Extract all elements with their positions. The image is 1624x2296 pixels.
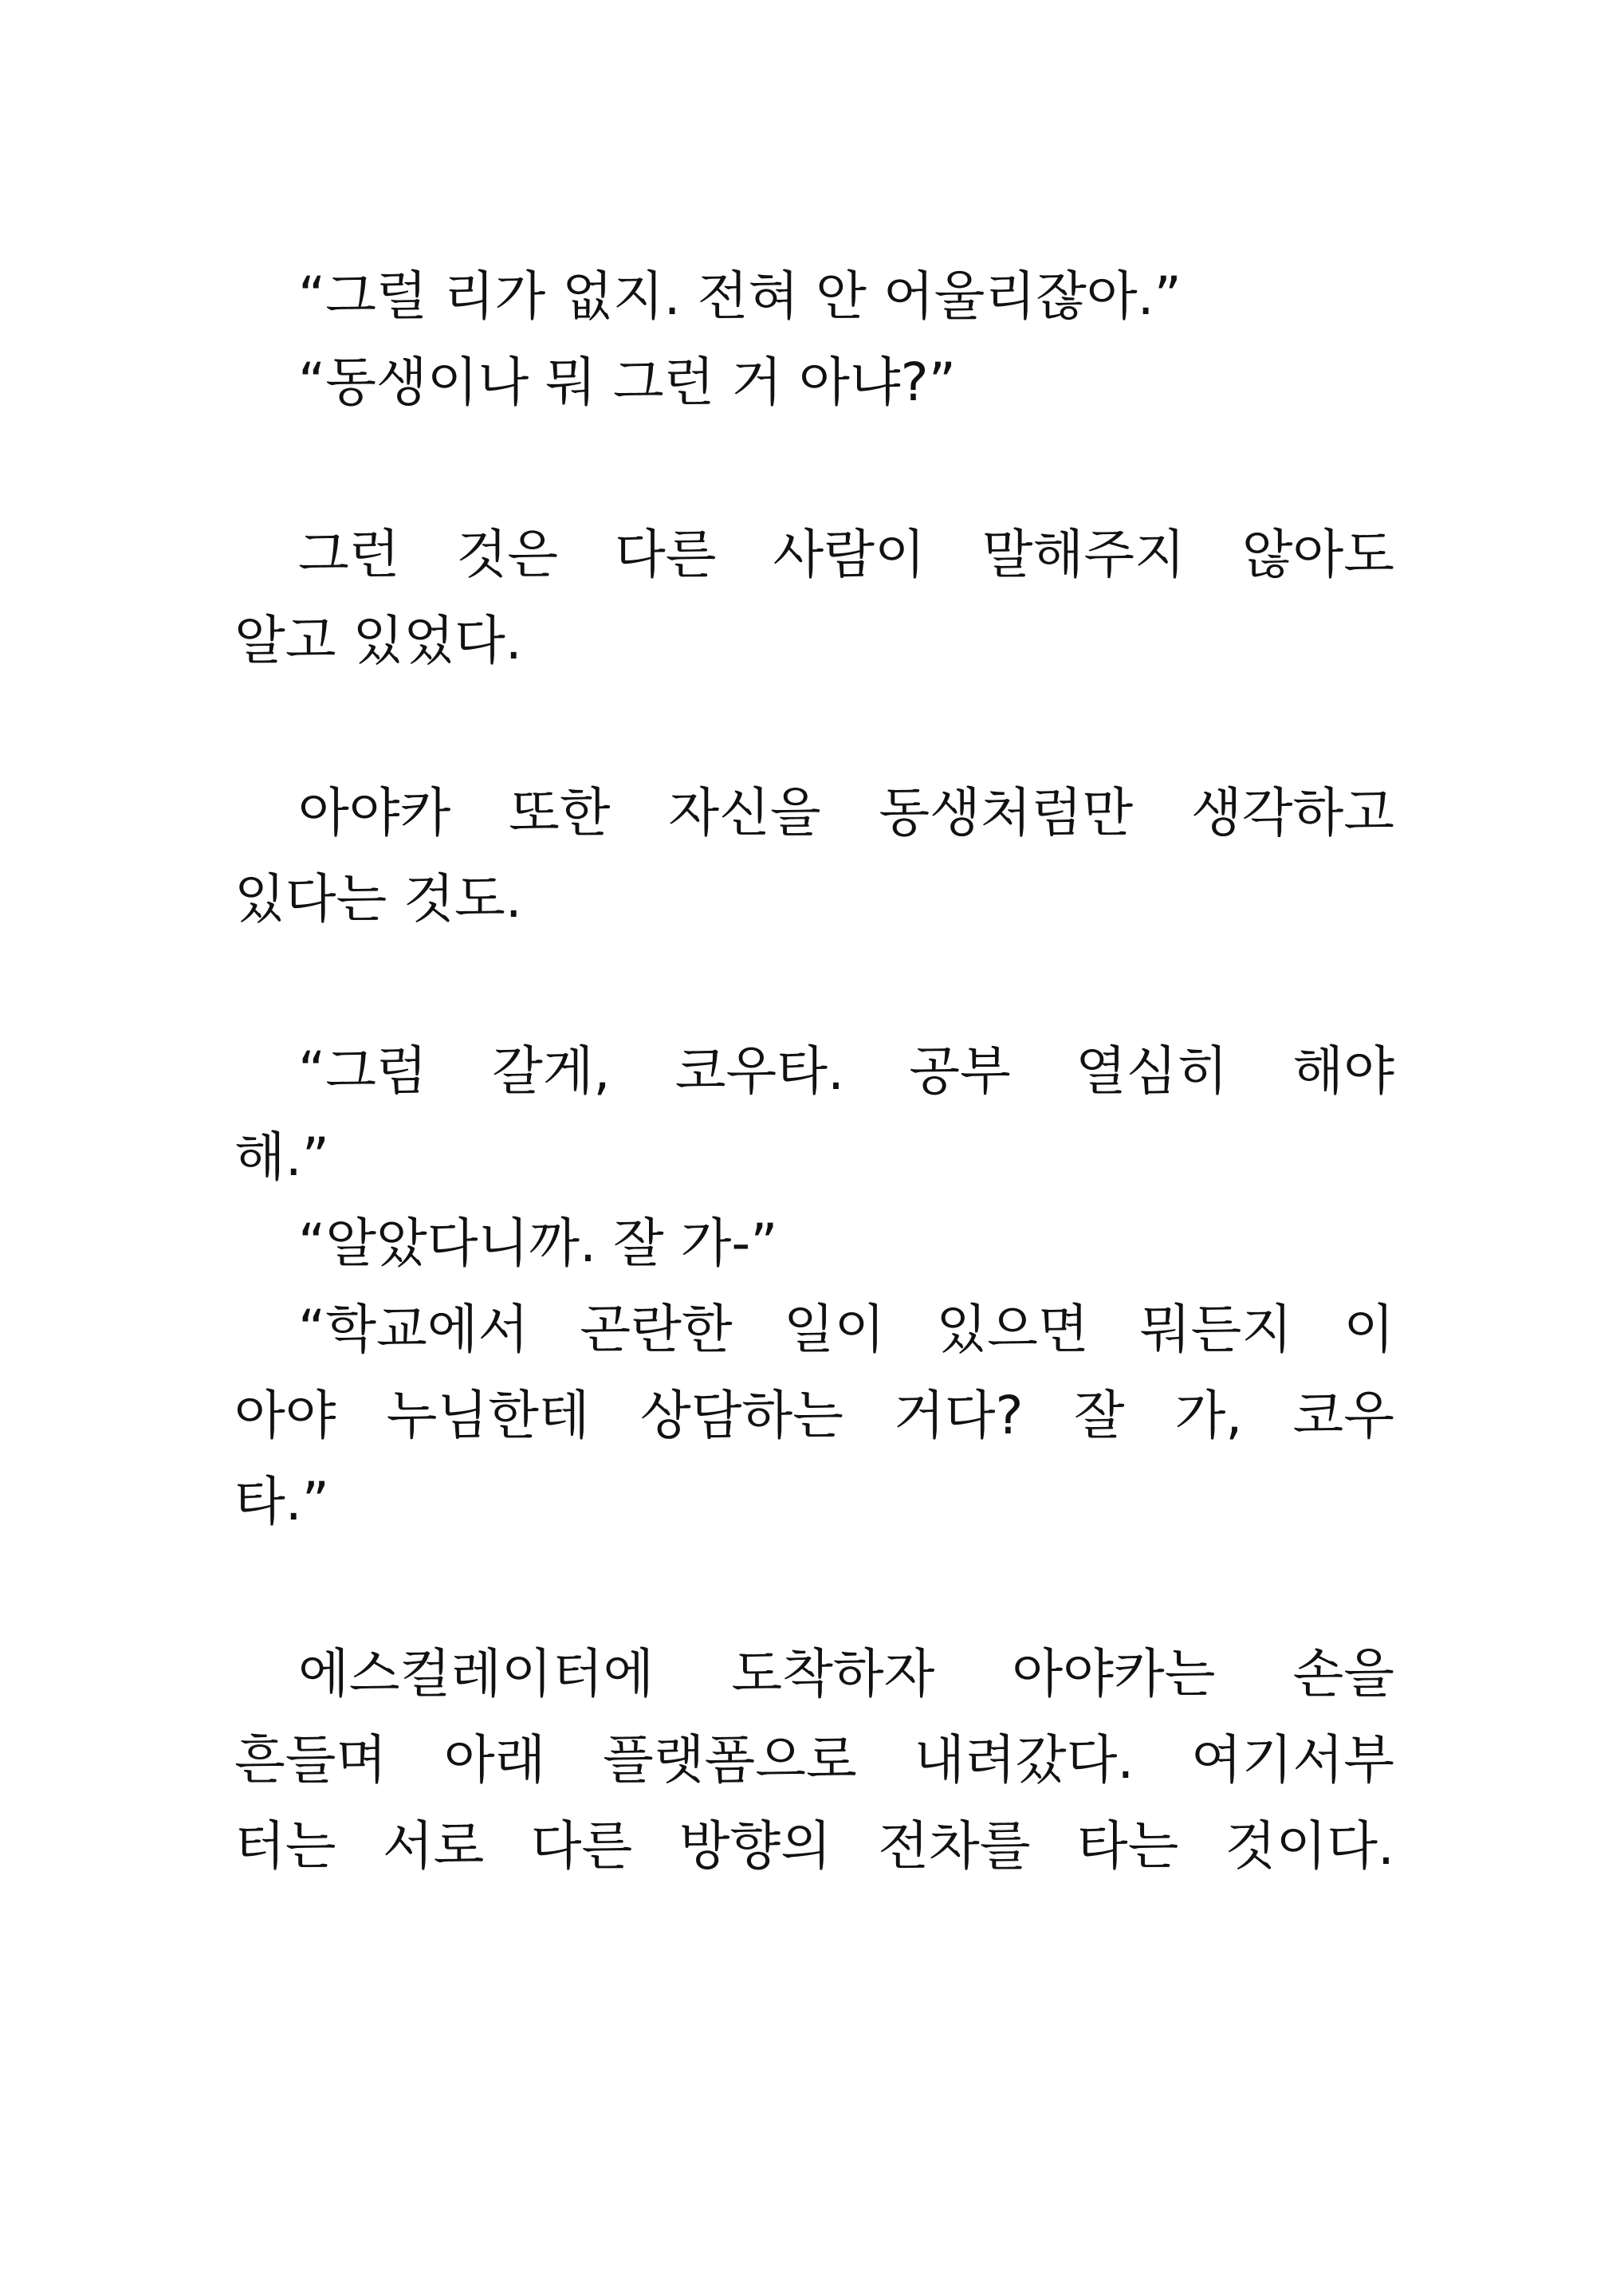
blank-line xyxy=(234,942,1394,1028)
text-line: “동생이나 뭐 그런 거 아냐?” xyxy=(298,352,956,413)
blank-line xyxy=(234,1545,1394,1631)
text-line: 있다는 것도. xyxy=(234,868,522,930)
text-line: 타.” xyxy=(234,1471,329,1532)
blank-line xyxy=(234,684,1394,770)
text-line: 알고 있었다. xyxy=(234,610,522,671)
text-line: 해.” xyxy=(234,1126,329,1188)
page-text xyxy=(234,254,1394,1889)
text-line: 아야카 또한 자신을 동생처럼만 생각하고 xyxy=(298,782,1394,843)
text-line: 에스컬레이터에 도착하자 아야카는 손을 xyxy=(298,1643,1394,1704)
text-line: 아야 누님한테 상담하는 거다? 잘 가, 코우 xyxy=(234,1385,1394,1446)
text-line: “알았다니까. 잘 가-” xyxy=(298,1213,778,1274)
text-line: “학교에서 곤란한 일이 있으면 뭐든지 이 xyxy=(298,1299,1394,1360)
text-line: 터는 서로 다른 방향의 전차를 타는 것이다. xyxy=(234,1815,1394,1877)
text-line: 그런 것은 다른 사람이 말해주지 않아도 xyxy=(298,524,1394,585)
blank-line xyxy=(234,426,1394,512)
text-line: “그럼 갈게, 코우타. 공부 열심히 해야 xyxy=(298,1040,1394,1102)
text-line: 흔들며 아래 플랫폼으로 내려갔다. 여기서부 xyxy=(234,1729,1394,1791)
text-line: “그럴 리가 없지. 전혀 안 어울리잖아.” xyxy=(298,265,1182,327)
